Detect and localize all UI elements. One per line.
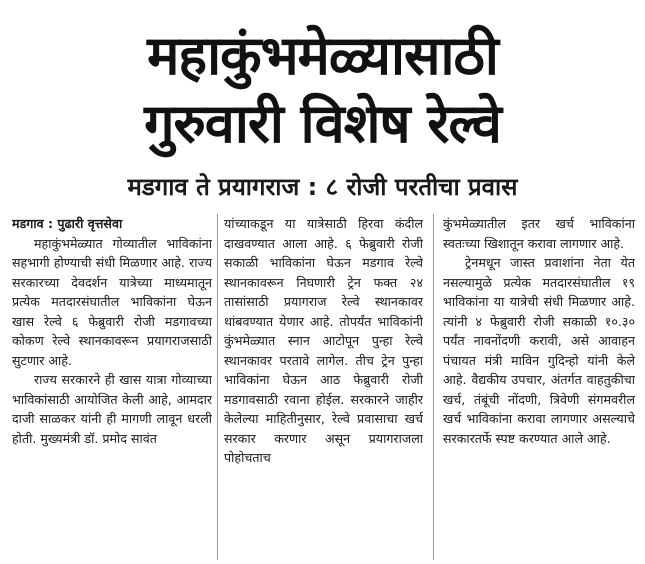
column-1-paragraph-1: महाकुंभमेळ्यात गोव्यातील भाविकांना सहभागी होण्याची संधी मिळणार आहे. राज्य सरकारच्या देवदर्शन यात्रेच्या माध्यमातून प्रत्येक मतदारसंघातील भाविकांना घेऊन खास रेल्वे ६ फेब्रुवारी रोजी मडगावच्या कोकण रेल्वे स्थानकावरून प्रयागराजसाठी सुटणार आहे.: [12, 235, 212, 368]
article-column-1: [12, 214, 212, 562]
column-3-paragraph-1: कुंभमेळ्यातील इतर खर्च भाविकांना स्वतःच्या खिशातून करावा लागणार आहे.: [443, 216, 635, 251]
column-divider-2: [433, 214, 434, 560]
column-divider-1: [217, 214, 218, 560]
column-2-paragraph-1: यांच्याकडून या यात्रेसाठी हिरवा कंदील दाखवण्यात आला आहे. ६ फेब्रुवारी रोजी सकाळी भाविकांना घेऊन मडगाव रेल्वे स्थानकावरून निघणारी ट्रेन फक्त २४ तासांसाठी प्रयागराज रेल्वे स्थानकावर थांबवण्यात येणार आहे. तोपर्यंत भाविकांनी कुंभमेळ्यात स्नान आटोपून पुन्हा रेल्वे स्थानकावर परतावे लागेल. तीच ट्रेन पुन्हा भाविकांना घेऊन आठ फेब्रुवारी रोजी मडगावसाठी रवाना होईल. सरकारने जाहीर केलेल्या माहितीनुसार, रेल्वे प्रवासाचा खर्च सरकार करणार असून प्रयागराजला पोहोचताच: [224, 216, 423, 465]
headline-line-1: महाकुंभमेळ्यासाठी: [147, 24, 498, 87]
subheadline: मडगाव ते प्रयागराज : ८ रोजी परतीचा प्रवास: [127, 173, 518, 201]
column-3-paragraph-2: ट्रेनमधून जास्त प्रवाशांना नेता येत नसल्यामुळे प्रत्येक मतदारसंघातील १९ भाविकांना या यात्रेची संधी मिळणार आहे. त्यांनी ४ फेब्रुवारी रोजी सकाळी १०.३० पर्यंत नावनोंदणी करावी, असे आवाहन पंचायत मंत्री माविन गुदिन्हो यांनी केले आहे. वैद्यकीय उपचार, अंतर्गत वाहतुकीचा खर्च, तंबूंची नोंदणी, त्रिवेणी संगमवरील खर्च भाविकांना करावा लागणार असल्याचे सरकारतर्फे स्पष्ट करण्यात आले आहे.: [443, 255, 635, 446]
article-column-3: [443, 214, 635, 562]
dateline: मडगाव : पुढारी वृत्तसेवा: [12, 216, 123, 231]
headline-line-2: गुरुवारी विशेष रेल्वे: [144, 92, 501, 155]
column-1-paragraph-2: राज्य सरकारने ही खास यात्रा गोव्याच्या भाविकांसाठी आयोजित केली आहे, आमदार दाजी साळकर यांनी ही मागणी लावून धरली होती. मुख्यमंत्री डॉ. प्रमोद सावंत: [12, 372, 212, 446]
article-column-2: [224, 214, 423, 562]
